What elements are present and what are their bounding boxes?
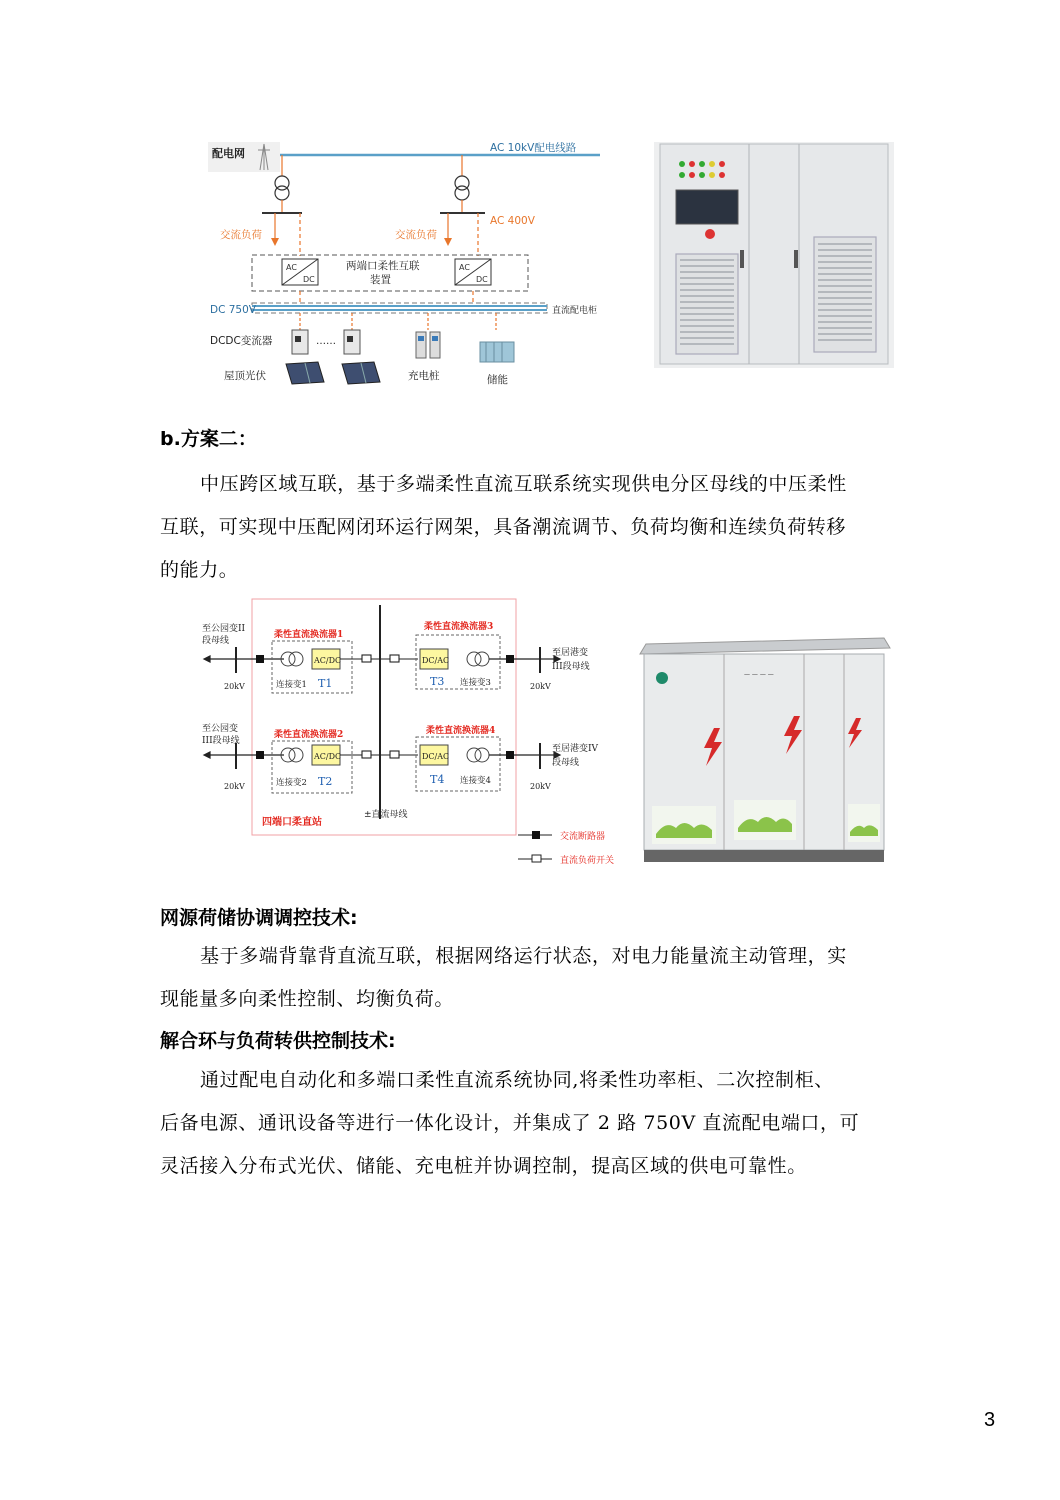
para3-line-1: 通过配电自动化和多端口柔性直流系统协同,将柔性功率柜、二次控制柜、 [200,1069,834,1091]
grid-label: 配电网 [212,147,245,160]
svg-text:DC: DC [476,275,488,284]
dcdc-label: DCDC变流器 [210,335,273,347]
cabinet-photo-2 [634,636,896,868]
paragraph-coordination [160,935,920,1021]
t4-label: T4 [430,773,445,786]
two-port-flexible-interconnection-diagram [200,138,610,398]
device-label-1: 两端口柔性互联 [346,260,420,272]
converter-left [282,259,318,285]
right-top-label-2: III段母线 [552,662,590,672]
pv-label: 屋顶光伏 [224,370,266,382]
dc-cabinet-label: 直流配电柜 [552,306,598,316]
dc-label: DC 750V [210,304,256,316]
charger-icon [416,332,440,358]
device-label-2: 装置 [370,274,391,286]
t1-label: T1 [318,677,333,690]
link-transformer-3: 连接变3 [460,678,491,688]
svg-text:AC/DC: AC/DC [314,656,342,665]
left-top-label-1: 至公园变II [202,624,246,634]
four-port-flexible-dc-station-diagram [196,597,615,867]
link-transformer-2: 连接变2 [276,778,307,788]
heading-coordination-technology: 网源荷储协调调控技术: [160,907,358,929]
ac-load-arrow-right [444,238,452,246]
nameplate-text: — — — — [744,671,774,678]
cabinet-photo-1 [654,142,894,368]
ac-breaker-lb [256,751,264,759]
ac-load-right-label: 交流负荷 [395,229,437,241]
kv-label-rt: 20kV [530,682,551,691]
paragraph-scheme-two [160,463,920,592]
ac-load-arrow-left [271,238,279,246]
kv-label-lb: 20kV [224,782,245,791]
svg-text:AC: AC [286,263,297,272]
dc-cabinet-box [252,303,547,313]
storage-label: 储能 [487,374,508,386]
left-bot-label-2: III段母线 [202,736,240,746]
link-transformer-1: 连接变1 [276,680,307,690]
ac-load-left-label: 交流负荷 [220,229,262,241]
t2-label: T2 [318,775,333,788]
ac400-label: AC 400V [490,215,535,227]
kv-label-rb: 20kV [530,782,551,791]
converter-3-label: 柔性直流换流器3 [424,622,494,632]
emergency-stop-button [705,229,715,239]
storage-icon [480,342,514,362]
svg-text:AC/DC: AC/DC [314,752,342,761]
right-top-label-1: 至居港变 [552,648,589,658]
converter-right [455,259,491,285]
para3-line-3: 灵活接入分布式光伏、储能、充电桩并协调控制，提高区域的供电可靠性。 [160,1155,807,1177]
converter-4-label: 柔性直流换流器4 [426,726,496,736]
para1-line-2: 互联，可实现中压配网闭环运行网架，具备潮流调节、负荷均衡和连续负荷转移 [160,516,847,538]
station-label: 四端口柔直站 [262,817,322,828]
right-bot-label-1: 至居港变IV [552,744,599,754]
converter-2-label: 柔性直流换流器2 [274,730,344,740]
brand-logo-icon [656,672,668,684]
ellipsis: …… [316,336,336,347]
para2-line-2: 现能量多向柔性控制、均衡负荷。 [160,988,455,1010]
ac-breaker-rb [506,751,514,759]
para2-line-1: 基于多端背靠背直流互联，根据网络运行状态，对电力能量流主动管理，实 [200,945,847,967]
para1-line-3: 的能力。 [160,559,239,581]
svg-text:AC: AC [459,263,470,272]
hmi-screen [676,190,738,224]
heading-scheme-two: b.方案二： [160,428,257,450]
para3-line-2: 后备电源、通讯设备等进行一体化设计，并集成了 2 路 750V 直流配电端口，可 [160,1112,860,1134]
ac-line-label: AC 10kV配电线路 [490,142,577,154]
charger-label: 充电桩 [408,370,440,382]
right-bot-label-2: 段母线 [552,758,580,768]
left-bot-label-1: 至公园变 [202,724,239,734]
svg-text:DC/AC: DC/AC [422,752,450,761]
left-top-label-2: 段母线 [202,636,230,646]
legend [518,830,614,866]
svg-text:DC: DC [303,275,315,284]
page-number: 3 [984,1409,996,1431]
converter-1-label: 柔性直流换流器1 [274,630,344,640]
ac-breaker-rt [506,655,514,663]
t3-label: T3 [430,675,445,688]
paragraph-loop-transfer [160,1059,920,1188]
ac-breaker-lt [256,655,264,663]
legend-dc-switch: 直流负荷开关 [560,856,615,866]
para1-line-1: 中压跨区域互联，基于多端柔性直流互联系统实现供电分区母线的中压柔性 [200,473,847,495]
svg-text:DC/AC: DC/AC [422,656,450,665]
link-transformer-4: 连接变4 [460,776,491,786]
vent-grille-right [814,237,876,352]
vent-grille-left [676,254,738,354]
kv-label-lt: 20kV [224,682,245,691]
legend-ac-breaker: 交流断路器 [560,832,606,842]
rooftop-pv-icon [286,362,380,384]
dc-bus-label: ±直流母线 [364,810,408,820]
heading-loop-transfer-technology: 解合环与负荷转供控制技术: [160,1030,396,1052]
